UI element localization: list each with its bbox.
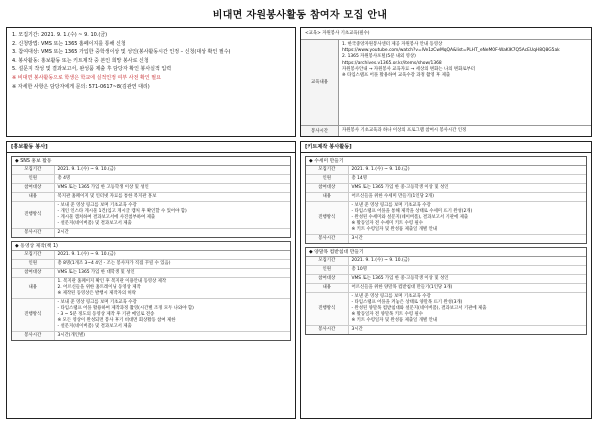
row-value — [348, 175, 586, 184]
row-label: 진행방식 — [306, 202, 348, 235]
table-row — [12, 166, 290, 175]
row-value-line: - 타임스탬프 어플을 통해 제작을 상태로 수세미 뜨기 완성(2개) — [351, 209, 473, 214]
table-row — [12, 193, 290, 202]
summary-line: 3. 참여대상: VMS 또는 1365 가입한 중학생이상 및 성인(봉사활동시간 인정 – 신청(대상 확인 필수) — [12, 49, 231, 56]
table-row — [306, 202, 586, 235]
summary-line: ※ 비대면 봉사활동으로 학생은 학교에 실적인정 여부 사전 확인 필요 — [12, 74, 161, 81]
row-value — [54, 278, 290, 299]
row-value — [54, 332, 290, 341]
row-label: 참여대상 — [306, 184, 348, 193]
row-label: 봉사시간 — [306, 235, 348, 244]
table-row — [12, 229, 290, 238]
row-value-line: 2021. 9. 1.(수) ~ 9. 10.(금) — [351, 167, 410, 172]
row-value-line: - 3 ~ 5분 정도의 동영상 제작 후 기관 메일로 전송 — [57, 312, 155, 317]
row-label: 모집기간 — [306, 166, 348, 175]
row-value-line: VMS 또는 1365 가입 한 중·고등학생 이상 및 성인 — [351, 185, 449, 190]
scrubber-title: ◆ 수세미 만들기 — [306, 157, 586, 166]
coaster-title: ◆ 양말목 컵받침대 만들기 — [306, 248, 586, 257]
sns-promotion-title: ◆ SNS 홍보 활동 — [12, 157, 290, 166]
table-row — [12, 299, 290, 332]
row-value — [348, 257, 586, 266]
row-label: 모집기간 — [306, 257, 348, 266]
row-value-line: - 타임스탬프 어플 활용하여 제작과정 촬영(시간별 조정 모두 나와야 함) — [57, 306, 194, 311]
summary-line: 5. 설문지 작성 및 결과보고서, 완성품 제출 후 담당자 확인 봉사실적 입력 — [12, 66, 172, 73]
row-label: 인원 — [306, 266, 348, 275]
row-value-line: 2. 어르신들을 위한 홈트레이닝 동영상 제작 — [57, 285, 141, 290]
scrubber-box — [305, 156, 587, 244]
row-value — [348, 266, 586, 275]
row-value-line: 3시간 — [351, 327, 363, 332]
table-row — [306, 175, 586, 184]
row-value — [348, 293, 586, 326]
table-row — [12, 251, 290, 260]
row-value-line: 총 4명 — [57, 176, 71, 181]
row-value-line: 2시간 — [57, 230, 69, 235]
row-value — [54, 251, 290, 260]
row-value-line: ※ 키트 수령일자 및 완성품 제출일 개별 안내 — [351, 227, 438, 232]
education-line: 2. 1365 자원봉사포털(5분 내외 영상) — [342, 54, 416, 60]
row-value — [348, 184, 586, 193]
row-value — [54, 269, 290, 278]
row-label: 내용 — [12, 278, 54, 299]
video-making-table — [12, 251, 290, 340]
table-row — [306, 235, 586, 244]
education-header: <교육> 자원봉사 기초교육(필수) — [301, 28, 591, 40]
table-row — [306, 284, 586, 293]
row-value-line: - 보낸 준 영상 링크를 보며 기초교육 수강 — [351, 294, 431, 299]
row-value-line: 2021. 9. 1.(수) ~ 9. 10.(금) — [57, 167, 116, 172]
row-value-line: 어르신들을 위한 수세미 만들기(1인당 2개) — [351, 194, 434, 199]
row-value-line: - 보내 준 영상 링크를 보며 기초교육 수강 — [57, 203, 137, 208]
row-value-line: ※ 키트 수령일자 및 완성품 제출일 개별 안내 — [351, 318, 438, 323]
row-value-line: ※ 활동일자 전 양말목 키트 수령 필수 — [351, 312, 423, 317]
recruitment-summary — [6, 27, 296, 137]
table-row — [306, 184, 586, 193]
summary-line: 4. 봉사활동: 홍보활동 또는 키트제작 중 본인 희망 봉사로 신청 — [12, 57, 149, 64]
row-label: 모집기간 — [12, 251, 54, 260]
row-value-line: - 보낸 준 영상 링크를 보며 기초교육 수강 — [351, 203, 431, 208]
row-value — [348, 275, 586, 284]
row-value — [54, 175, 290, 184]
row-value-line: 1. 복지관 홈페이지 확인 후 복지관 이용안내 동영상 제작 — [57, 279, 167, 284]
row-label: 봉사시간 — [12, 332, 54, 341]
table-row — [12, 260, 290, 269]
row-value-line: 총 8명(1개조 3~4 4인 - 조는 봉사자가 직접 꾸릴 수 있음) — [57, 261, 171, 266]
row-value-line: VMS 또는 1365 가입 한 중·고등학생 이상 및 성인 — [351, 276, 449, 281]
row-label: 인원 — [306, 175, 348, 184]
row-label: 인원 — [12, 175, 54, 184]
row-value-line: 3시간 — [351, 236, 363, 241]
row-label: 참여대상 — [306, 275, 348, 284]
row-label: 인원 — [12, 260, 54, 269]
education-table — [300, 27, 592, 137]
education-line: 1. 한국중앙자원봉사센터 제공 자원봉사 안내 동영상 — [342, 42, 443, 47]
row-value — [348, 202, 586, 235]
row-value-line: - 완성된 수세미와 설문지(네이버폼), 결과보고서 기관에 제출 — [351, 215, 469, 220]
row-value-line: VMS 또는 1365 가입 한 고등학생 이상 및 성인 — [57, 185, 149, 190]
row-value-line: 어르신들을 위한 양말목 컵받침대 만들기(1인당 3개) — [351, 285, 453, 290]
table-row — [12, 332, 290, 341]
page-title: 비대면 자원봉사활동 참여자 모집 안내 — [212, 10, 388, 21]
education-content — [339, 40, 591, 125]
kit-column — [300, 141, 592, 419]
table-row — [12, 184, 290, 193]
row-value-line: 3시간(개인별) — [57, 333, 85, 338]
row-value-line: 2021. 9. 1.(수) ~ 9. 10.(금) — [57, 252, 116, 257]
table-row — [12, 202, 290, 229]
row-label: 진행방식 — [306, 293, 348, 326]
row-value-line: ※ 제작된 동영상은 발행시 제작자의 허락 — [57, 291, 137, 296]
sns-promotion-table — [12, 166, 290, 237]
row-value-line: - 완성된 양말목 컵받침대와 설문지(네이버폼), 결과보고서 기관에 제출 — [351, 306, 487, 311]
summary-line: 2. 신청방법: VMS 또는 1365 홈페이지를 통해 신청 — [12, 40, 126, 47]
row-label: 봉사시간 — [12, 229, 54, 238]
coaster-table — [306, 257, 586, 334]
video-making-title: ◆ 동영상 제작(책 1) — [12, 242, 290, 251]
sns-promotion-box — [11, 156, 291, 238]
promotion-column — [6, 141, 296, 419]
row-value-line: 2021. 9. 1.(수) ~ 9. 10.(금) — [351, 258, 410, 263]
summary-line: ※ 자세한 사항은 담당자에게 문의: 571-0617~8(김관연 대리) — [12, 83, 150, 90]
table-row — [306, 266, 586, 275]
summary-line: 1. 모집기간: 2021. 9. 1.(수) ~ 9. 10.(금) — [12, 32, 108, 38]
row-label: 진행방식 — [12, 299, 54, 332]
row-label: 내용 — [306, 284, 348, 293]
scrubber-table — [306, 166, 586, 243]
row-value-line: - 개인 인스타 게시물 1건(입고 게시글 캡처 후 확인할 수 있어야 함) — [57, 209, 187, 214]
row-value-line: 총 10명 — [351, 267, 367, 272]
row-value — [54, 184, 290, 193]
volunteer-time-label: 봉사시간 — [301, 126, 339, 136]
table-row — [306, 257, 586, 266]
table-row — [12, 278, 290, 299]
row-value — [348, 166, 586, 175]
row-label: 진행방식 — [12, 202, 54, 229]
row-value-line: ※ 활동일자 전 수세미 키트 수령 필수 — [351, 221, 423, 226]
row-value-line: 복지관 홈페이지 및 인터넷 자료를 통한 복지관 홍보 — [57, 194, 157, 199]
row-value-line: - 보내 준 영상 링크를 보며 기초교육 수강 — [57, 300, 137, 305]
row-label: 봉사시간 — [306, 326, 348, 335]
promotion-heading: [홍보활동 봉사] — [7, 142, 295, 153]
table-row — [306, 326, 586, 335]
row-value — [54, 260, 290, 269]
row-value-line: - 설문지(네이버폼) 및 결과보고서 제출 — [57, 221, 132, 226]
table-row — [306, 193, 586, 202]
row-value — [54, 299, 290, 332]
row-value — [54, 166, 290, 175]
row-value — [348, 326, 586, 335]
row-value-line: 총 14명 — [351, 176, 367, 181]
row-label: 내용 — [12, 193, 54, 202]
volunteer-time-text: 자원봉사 기초교육과 하나 이상의 프로그램 참여시 봉사시간 인정 — [342, 127, 467, 133]
row-value-line: - 타임스탬프 어플을 켜놓은 상태로 양말목 뜨기 완성(3개) — [351, 300, 463, 305]
kit-heading: [키트제작 봉사활동] — [301, 142, 591, 153]
education-line: ※ 타입스탬프 어플 활용하여 교육수강 과정 촬영 후 제출 — [342, 73, 451, 79]
table-row — [306, 275, 586, 284]
row-value-line: VMS 또는 1365 가입 한 대학생 및 성인 — [57, 270, 135, 275]
row-value — [54, 193, 290, 202]
row-value — [348, 193, 586, 202]
education-line: 자원봉사안내 → 자원봉사 교육자료 → 세상의 변화는 나의 변화로부터 — [342, 66, 476, 72]
row-label: 참여대상 — [12, 269, 54, 278]
row-label: 모집기간 — [12, 166, 54, 175]
education-line[interactable]: https://archives.v1365.or.kr/items/show/1368 — [342, 60, 442, 66]
table-row — [12, 175, 290, 184]
education-label: 교육내용 — [301, 40, 339, 125]
table-row — [306, 293, 586, 326]
row-value-line: ※ 모든 영상이 완성되면 봉사 후기 비대면 회상활동 참여 제한 — [57, 318, 176, 323]
row-value-line: - 설문지(네이버폼) 및 결과보고서 제출 — [57, 324, 132, 329]
row-value — [348, 235, 586, 244]
video-making-box — [11, 241, 291, 341]
row-value-line: - 게시물 캡쳐하여 결과보고서에 사진첨부하여 제출 — [57, 215, 156, 220]
table-row — [306, 166, 586, 175]
row-value — [54, 202, 290, 229]
row-label: 참여대상 — [12, 184, 54, 193]
coaster-box — [305, 247, 587, 335]
education-line[interactable]: https://www.youtube.com/watch?v=lVe1zCwMqQA&list=PLHT_eNeM0F-WaKlK7Q5AcEUqH8Q8G5ak — [342, 48, 560, 54]
table-row — [12, 269, 290, 278]
row-value — [348, 284, 586, 293]
row-label: 내용 — [306, 193, 348, 202]
row-value — [54, 229, 290, 238]
